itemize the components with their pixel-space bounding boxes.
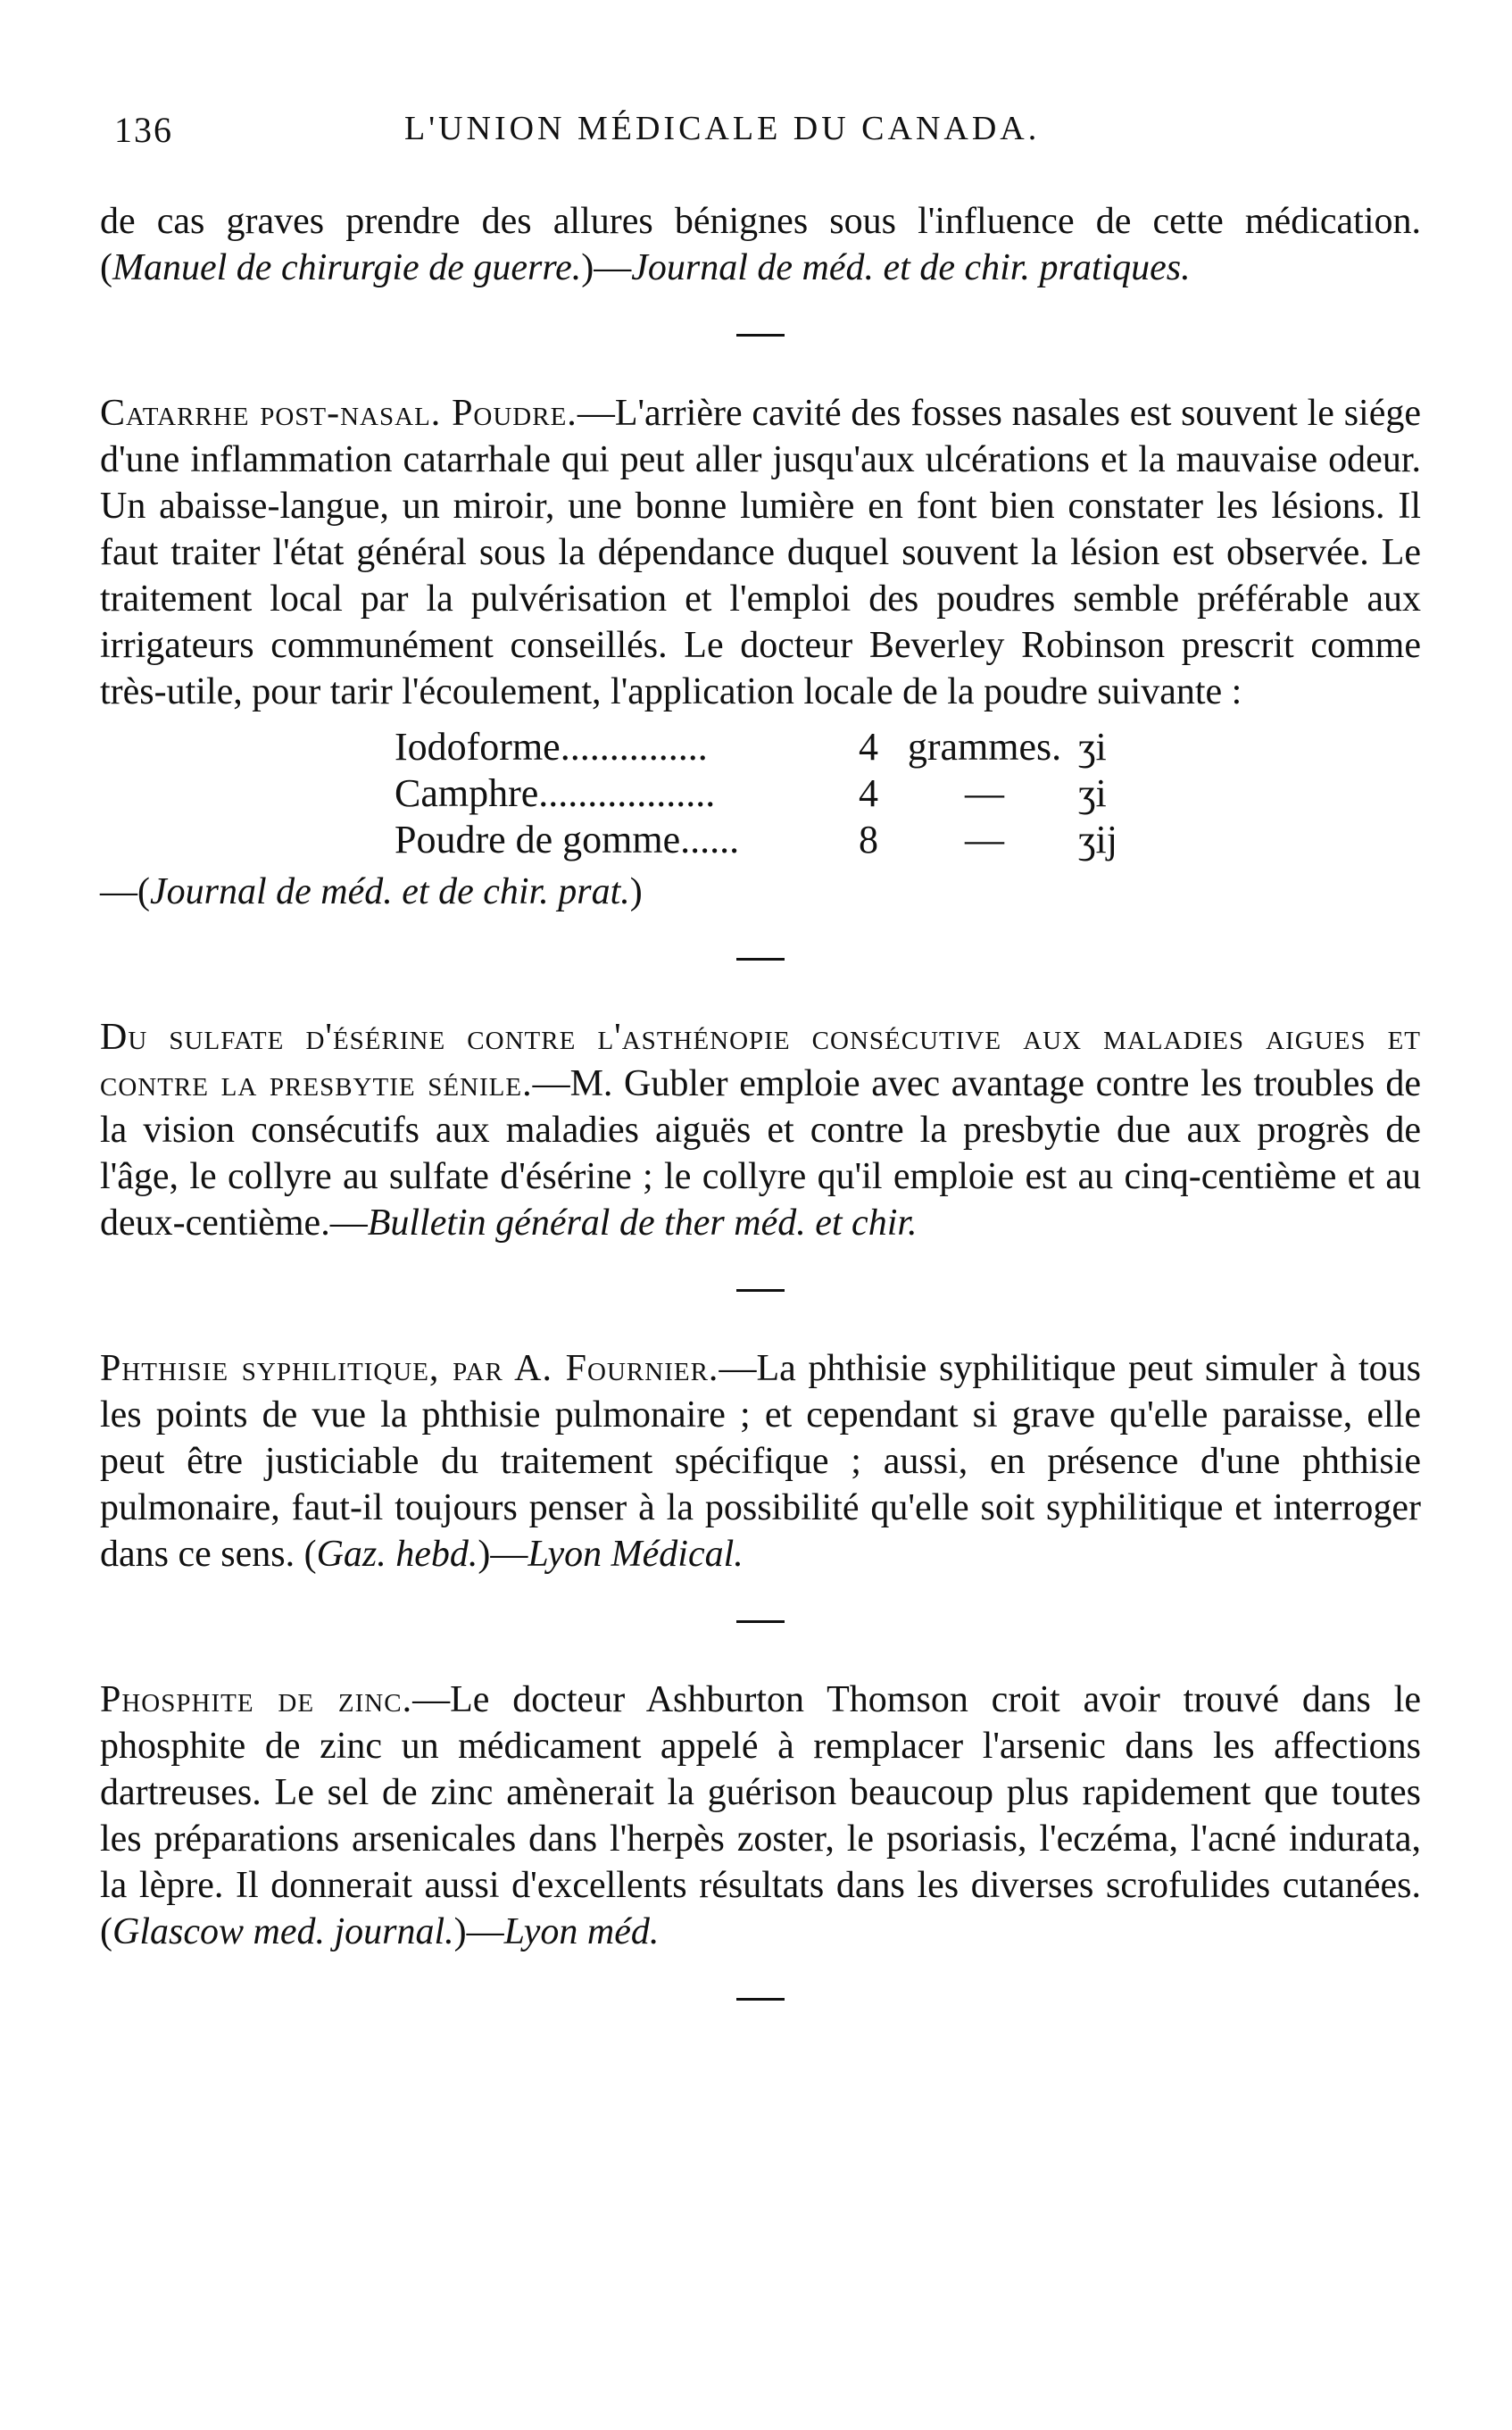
article-phthisie [100,1345,1421,1577]
prescription-row [395,817,1421,863]
unit: grammes. [907,725,1062,769]
unit: — [965,771,1004,815]
page-body [100,198,1421,2054]
section-divider [736,1289,785,1292]
unit: — [965,818,1004,861]
article-heading: Phthisie syphilitique, par A. Fournier. [100,1348,719,1389]
citation-separator: )— [581,247,632,288]
quantity: 4 [859,771,878,815]
article-text: —La phthisie syphilitique peut simuler à tous les points de vue la phthisie pulmonaire ; et cependant si grave qu'elle paraisse, elle peut être justiciable du traitement spécifique ; aussi, en présence d'une phthisie pulmonaire, faut-il toujours penser à la possibilité qu'elle soit syphilitique et interroger dans ce sens. ( [100,1348,1421,1575]
citation-separator: )— [453,1911,504,1952]
article-citation: Bulletin général de ther méd. et chir. [367,1203,918,1244]
quantity: 8 [859,818,878,861]
article-citation-2: Lyon méd. [503,1911,660,1952]
continued-paragraph [100,198,1421,291]
article-source [100,869,1421,915]
citation-separator: )— [478,1534,528,1575]
apothecary-measure: ʒi [1078,771,1107,815]
source-close: ) [629,871,643,912]
ingredient: Poudre de gomme...... [395,818,740,861]
running-title: L'UNION MÉDICALE DU CANADA. [404,110,1041,147]
article-citation-1: Gaz. hebd. [316,1534,478,1575]
section-divider [736,958,785,961]
article-text: —Le docteur Ashburton Thomson croit avoir trouvé dans le phosphite de zinc un médicament appelé à remplacer l'arsenic dans les affections dartreuses. Le sel de zinc amènerait la guérison beaucoup plus rapidement que toutes les préparations arsenicales dans l'herpès zoster, le psoriasis, l'eczéma, l'acné indurata, la lèpre. Il donnerait aussi d'excellents résultats dans les diverses scrofulides cutanées. ( [100,1679,1421,1952]
article-text: —M. Gubler emploie avec avantage contre les troubles de la vision consécutifs aux maladies aiguës et contre la presbytie due aux progrès de l'âge, le collyre au sulfate d'ésérine ; le collyre qu'il emploie est au cinq-centième et au deux-centième.— [100,1063,1422,1244]
article-heading: Catarrhe post-nasal. Poudre. [100,393,577,434]
page-number: 136 [114,110,173,150]
continued-citation-2: Journal de méd. et de chir. pratiques. [631,247,1191,288]
quantity: 4 [859,725,878,769]
article-phosphite [100,1677,1421,1955]
article-eserine [100,1014,1421,1246]
continued-citation-1: Manuel de chirurgie de guerre. [112,247,582,288]
source-title: Journal de méd. et de chir. prat. [150,871,630,912]
section-divider [736,334,785,337]
continued-text: de cas graves prendre des allures bénignes sous l'influence de cette médication. ( [100,201,1421,288]
section-divider [736,1998,785,2001]
article-heading: Phosphite de zinc. [100,1679,413,1720]
article-heading: Du sulfate d'ésérine contre l'asthénopie consécutive aux maladies aigues et contre la presbytie sénile. [100,1017,1422,1104]
prescription-table [395,724,1421,863]
article-text: —L'arrière cavité des fosses nasales est souvent le siége d'une inflammation catarrhale qui peut aller jusqu'aux ulcérations et la mauvaise odeur. Un abaisse-langue, un miroir, une bonne lumière en font bien constater les lésions. Il faut traiter l'état général sous la dépendance duquel souvent la lésion est observée. Le traitement local par la pulvérisation et l'emploi des poudres semble préférable aux irrigateurs communément conseillés. Le docteur Beverley Robinson prescrit comme très-utile, pour tarir l'écoulement, l'application locale de la poudre suivante : [100,393,1421,712]
ingredient: Camphre.................. [395,771,716,815]
ingredient: Iodoforme............... [395,725,708,769]
source-dash: —( [100,871,150,912]
article-citation-2: Lyon Médical. [528,1534,744,1575]
apothecary-measure: ʒij [1078,818,1117,861]
apothecary-measure: ʒi [1078,725,1107,769]
article-catarrhe [100,390,1421,715]
section-divider [736,1620,785,1623]
prescription-row [395,724,1421,770]
page-header [114,109,1408,162]
prescription-row [395,770,1421,817]
article-citation-1: Glascow med. journal. [112,1911,454,1952]
